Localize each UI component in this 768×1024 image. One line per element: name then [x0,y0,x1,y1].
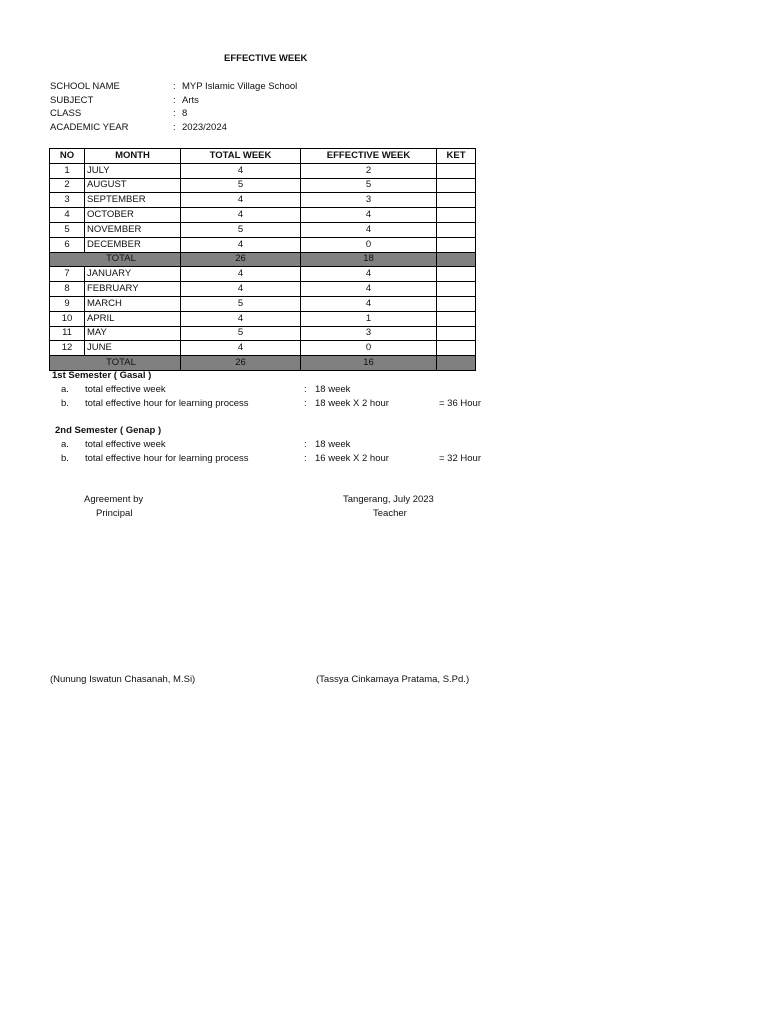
cell-effective-week: 1 [301,311,437,326]
cell-total-week: 4 [181,341,301,356]
cell-total-week: 4 [181,193,301,208]
table-row [50,326,476,341]
header-ket: KET [437,149,476,164]
cell-effective-week: 4 [301,208,437,223]
cell-month: APRIL [85,311,181,326]
cell-effective-week: 3 [301,326,437,341]
cell-total-week: 5 [181,326,301,341]
semester-1-item-a-letter: a. [61,384,69,395]
cell-month: JUNE [85,341,181,356]
header-month: MONTH [85,149,181,164]
cell-month: MAY [85,326,181,341]
cell-ket [437,222,476,237]
semester-1-item-b-result: = 36 Hour [439,398,481,409]
cell-ket [437,267,476,282]
semester-1-item-a-colon: : [304,384,307,395]
semester-2-item-a-text: total effective week [85,439,166,450]
cell-no: 6 [50,237,85,252]
semester-1-item-b-text: total effective hour for learning process [85,398,249,409]
cell-ket [437,282,476,297]
semester-2-item-b-letter: b. [61,453,69,464]
table-row [50,341,476,356]
cell-ket [437,163,476,178]
cell-no: 9 [50,296,85,311]
cell-total-week: 4 [181,282,301,297]
cell-effective-week: 5 [301,178,437,193]
cell-effective-week-sum: 18 [301,252,437,267]
header-total-week: TOTAL WEEK [181,149,301,164]
cell-effective-week-sum: 16 [301,356,437,371]
info-label-academic-year: ACADEMIC YEAR [50,122,129,133]
info-label-school-name: SCHOOL NAME [50,81,120,92]
cell-month: OCTOBER [85,208,181,223]
cell-effective-week: 2 [301,163,437,178]
cell-total-label: TOTAL [50,356,181,371]
cell-month: NOVEMBER [85,222,181,237]
cell-ket [437,356,476,371]
info-colon: : [173,95,176,106]
table-row [50,178,476,193]
effective-week-table [49,148,476,371]
info-label-class: CLASS [50,108,82,119]
principal-label: Principal [96,508,133,519]
cell-month: FEBRUARY [85,282,181,297]
cell-effective-week: 4 [301,282,437,297]
cell-ket [437,326,476,341]
cell-total-week-sum: 26 [181,252,301,267]
semester-1-item-a-value: 18 week [315,384,351,395]
semester-1-title: 1st Semester ( Gasal ) [52,370,152,381]
cell-total-week: 5 [181,178,301,193]
teacher-label: Teacher [373,508,407,519]
cell-no: 12 [50,341,85,356]
cell-ket [437,296,476,311]
semester-1-item-b-value: 18 week X 2 hour [315,398,389,409]
info-label-subject: SUBJECT [50,95,94,106]
semester-1-item-b-letter: b. [61,398,69,409]
table-row [50,222,476,237]
cell-ket [437,208,476,223]
table-row [50,296,476,311]
cell-no: 4 [50,208,85,223]
table-header-row [50,149,476,164]
cell-total-week: 5 [181,222,301,237]
info-colon: : [173,81,176,92]
cell-month: JANUARY [85,267,181,282]
cell-no: 5 [50,222,85,237]
table-row [50,208,476,223]
semester-2-item-a-value: 18 week [315,439,351,450]
cell-no: 2 [50,178,85,193]
cell-no: 7 [50,267,85,282]
header-effective-week: EFFECTIVE WEEK [301,149,437,164]
semester-2-item-a-letter: a. [61,439,69,450]
principal-name: (Nunung Iswatun Chasanah, M.Si) [50,674,196,685]
cell-ket [437,311,476,326]
info-value-academic-year: 2023/2024 [182,122,227,133]
cell-ket [437,237,476,252]
cell-no: 3 [50,193,85,208]
semester-1-item-b-colon: : [304,398,307,409]
semester-2-item-a-colon: : [304,439,307,450]
cell-month: AUGUST [85,178,181,193]
cell-ket [437,178,476,193]
place-date: Tangerang, July 2023 [343,494,434,505]
teacher-name: (Tassya Cinkamaya Pratama, S.Pd.) [316,674,470,685]
cell-no: 1 [50,163,85,178]
table-row [50,193,476,208]
table-total-row-semester-2 [50,356,476,371]
cell-effective-week: 4 [301,222,437,237]
cell-total-week: 4 [181,208,301,223]
cell-ket [437,193,476,208]
semester-2-title: 2nd Semester ( Genap ) [55,425,162,436]
info-colon: : [173,122,176,133]
cell-effective-week: 0 [301,341,437,356]
cell-effective-week: 4 [301,296,437,311]
semester-2-item-b-value: 16 week X 2 hour [315,453,389,464]
cell-total-label: TOTAL [50,252,181,267]
cell-total-week: 4 [181,267,301,282]
info-value-school-name: MYP Islamic Village School [182,81,298,92]
cell-effective-week: 3 [301,193,437,208]
cell-ket [437,252,476,267]
table-row [50,163,476,178]
cell-ket [437,341,476,356]
cell-month: JULY [85,163,181,178]
semester-1-item-a-text: total effective week [85,384,166,395]
cell-total-week: 4 [181,237,301,252]
table-total-row-semester-1 [50,252,476,267]
table-row [50,267,476,282]
info-value-class: 8 [182,108,188,119]
cell-no: 8 [50,282,85,297]
cell-effective-week: 0 [301,237,437,252]
cell-no: 11 [50,326,85,341]
header-no: NO [50,149,85,164]
info-colon: : [173,108,176,119]
cell-no: 10 [50,311,85,326]
agreement-label: Agreement by [84,494,144,505]
semester-2-item-b-colon: : [304,453,307,464]
cell-month: SEPTEMBER [85,193,181,208]
cell-total-week: 5 [181,296,301,311]
cell-effective-week: 4 [301,267,437,282]
table-row [50,282,476,297]
semester-2-item-b-result: = 32 Hour [439,453,481,464]
table-row [50,237,476,252]
table-row [50,311,476,326]
cell-month: MARCH [85,296,181,311]
cell-total-week-sum: 26 [181,356,301,371]
cell-total-week: 4 [181,311,301,326]
info-value-subject: Arts [182,95,199,106]
cell-total-week: 4 [181,163,301,178]
semester-2-item-b-text: total effective hour for learning process [85,453,249,464]
cell-month: DECEMBER [85,237,181,252]
document-title: EFFECTIVE WEEK [224,53,308,64]
